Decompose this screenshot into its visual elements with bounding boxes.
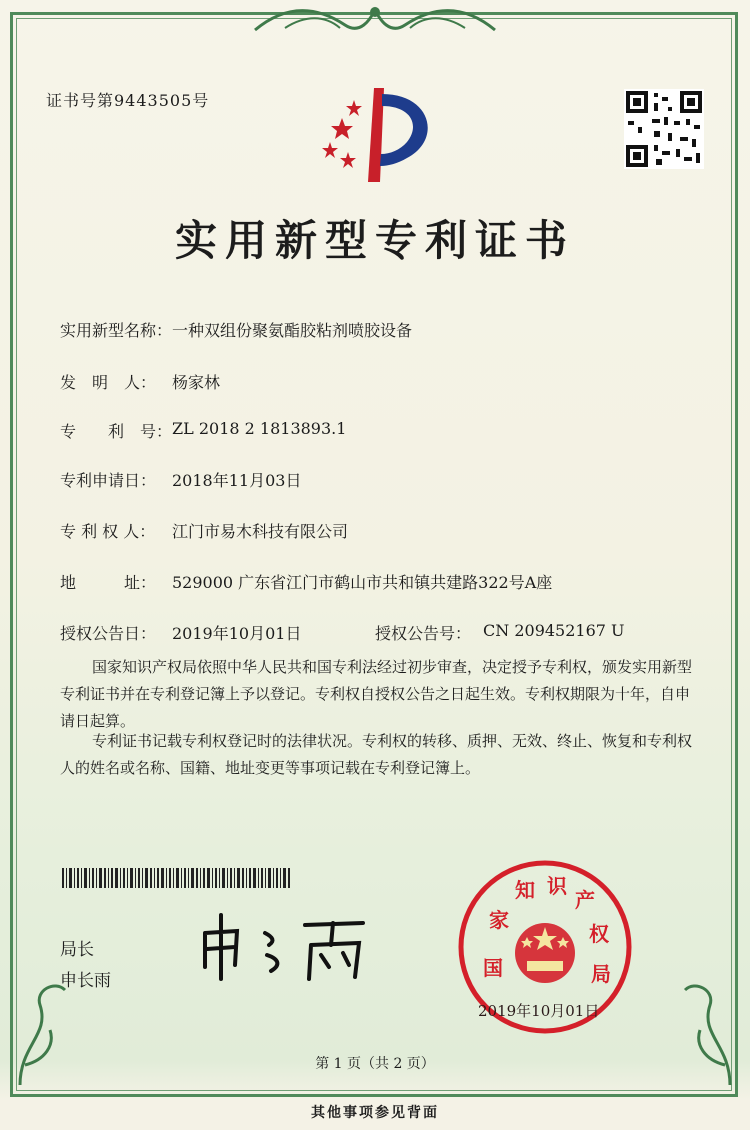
field-label-patent-number: 专 利 号： <box>60 422 173 441</box>
director-title: 局长 <box>60 940 94 960</box>
field-value-patentee: 江门市易木科技有限公司 <box>172 522 349 541</box>
field-label-address: 地 址： <box>60 573 157 592</box>
field-label-name: 实用新型名称： <box>60 321 173 340</box>
seal-char-3: 识 <box>547 874 567 898</box>
field-value-announcement-number: CN 209452167 U <box>483 621 625 640</box>
seal-char-1: 家 <box>489 908 509 932</box>
field-value-address: 529000 广东省江门市鹤山市共和镇共建路322号A座 <box>172 573 553 592</box>
seal-date: 2019年10月01日 <box>478 1002 600 1020</box>
page-indicator: 第 1 页（共 2 页） <box>315 1056 435 1072</box>
seal-char-6: 局 <box>591 962 611 986</box>
certificate-title: 实用新型专利证书 <box>174 216 575 265</box>
field-value-application-date: 2018年11月03日 <box>172 471 302 490</box>
field-label-application-date: 专利申请日： <box>60 471 157 490</box>
field-label-grant-date: 授权公告日： <box>60 624 157 643</box>
top-ornament <box>245 0 505 40</box>
seal-char-2: 知 <box>515 878 535 902</box>
cnipa-logo <box>312 80 442 190</box>
field-label-announcement-number: 授权公告号： <box>375 624 472 643</box>
footer-note: 其他事项参见背面 <box>311 1105 439 1121</box>
field-value-inventor: 杨家林 <box>172 373 221 392</box>
field-value-name: 一种双组份聚氨酯胶粘剂喷胶设备 <box>172 321 413 340</box>
director-name: 申长雨 <box>60 971 111 991</box>
statement-paragraph-2: 专利证书记载专利权登记时的法律状况。专利权的转移、质押、无效、终止、恢复和专利权人的姓名或名称、国籍、地址变更等事项记载在专利登记簿上。 <box>60 732 693 777</box>
certificate-number: 证书号第9443505号 <box>46 91 210 110</box>
field-label-patentee: 专 利 权 人： <box>60 522 156 541</box>
corner-ornament-right <box>670 965 740 1095</box>
seal-char-5: 权 <box>589 922 609 946</box>
statement-paragraph-1: 国家知识产权局依照中华人民共和国专利法经过初步审查，决定授予专利权，颁发实用新型专利证书并在专利登记簿上予以登记。专利权自授权公告之日起生效。专利权期限为十年，自申请日起算。 <box>60 658 693 730</box>
seal-char-4: 产 <box>575 888 595 912</box>
signature <box>195 905 375 985</box>
qr-code <box>624 89 704 169</box>
field-value-patent-number: ZL 2018 2 1813893.1 <box>172 419 347 438</box>
field-value-grant-date: 2019年10月01日 <box>172 624 302 643</box>
seal-char-0: 国 <box>483 956 503 980</box>
barcode <box>62 868 292 888</box>
field-label-inventor: 发 明 人： <box>60 373 157 392</box>
